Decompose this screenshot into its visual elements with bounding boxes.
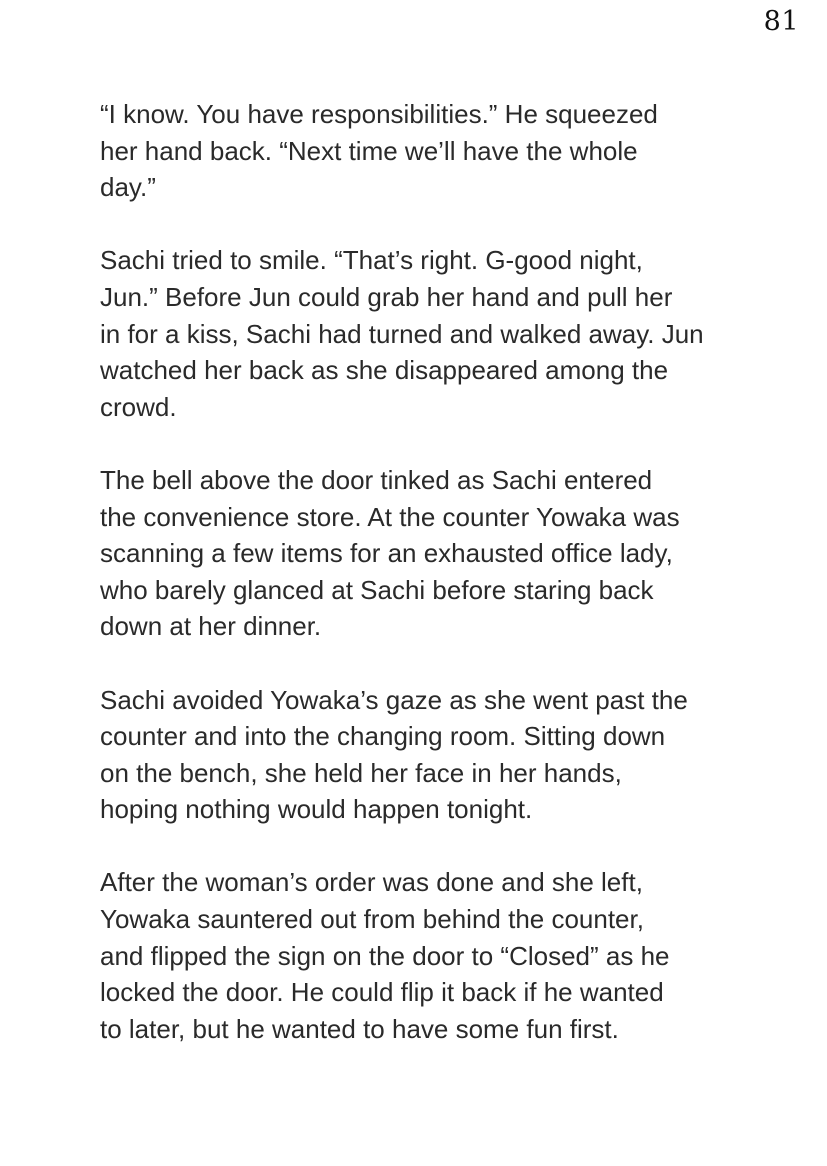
text-line: watched her back as she disappeared among the	[100, 355, 669, 386]
text-line: After the woman’s order was done and she left,	[100, 867, 643, 898]
text-line: “I know. You have responsibilities.” He squeezed	[100, 99, 658, 129]
text-line: The bell above the door tinked as Sachi entered	[100, 464, 653, 495]
text-line: to later, but he wanted to have some fun first.	[100, 1013, 619, 1044]
body-text	[100, 96, 760, 1084]
text-line: Sachi tried to smile. “That’s right. G-good night,	[100, 245, 643, 276]
text-line: on the bench, she held her face in her hands,	[100, 757, 622, 788]
text-line: Sachi avoided Yowaka’s gaze as she went past the	[100, 684, 688, 715]
text-line: day.”	[100, 172, 156, 203]
text-line: in for a kiss, Sachi had turned and walked away. Jun	[100, 318, 704, 349]
text-line: locked the door. He could flip it back if he wanted	[100, 977, 664, 1008]
paragraph	[100, 682, 760, 828]
text-line: who barely glanced at Sachi before staring back	[100, 574, 654, 605]
paragraph	[100, 462, 760, 645]
text-line: scanning a few items for an exhausted office lady,	[100, 538, 673, 569]
text-line: Jun.” Before Jun could grab her hand and pull her	[100, 281, 673, 312]
paragraph	[100, 96, 760, 206]
text-line: hoping nothing would happen tonight.	[100, 794, 533, 825]
text-line: the convenience store. At the counter Yowaka was	[100, 501, 680, 532]
page-number: 81	[763, 6, 799, 37]
text-line: down at her dinner.	[100, 611, 322, 642]
paragraph	[100, 864, 760, 1047]
text-line: her hand back. “Next time we’ll have the whole	[100, 135, 638, 166]
text-line: counter and into the changing room. Sitting down	[100, 721, 666, 752]
text-line: Yowaka sauntered out from behind the counter,	[100, 904, 644, 935]
text-line: crowd.	[100, 391, 177, 422]
paragraph	[100, 242, 760, 425]
text-line: and flipped the sign on the door to “Closed” as he	[100, 940, 670, 971]
